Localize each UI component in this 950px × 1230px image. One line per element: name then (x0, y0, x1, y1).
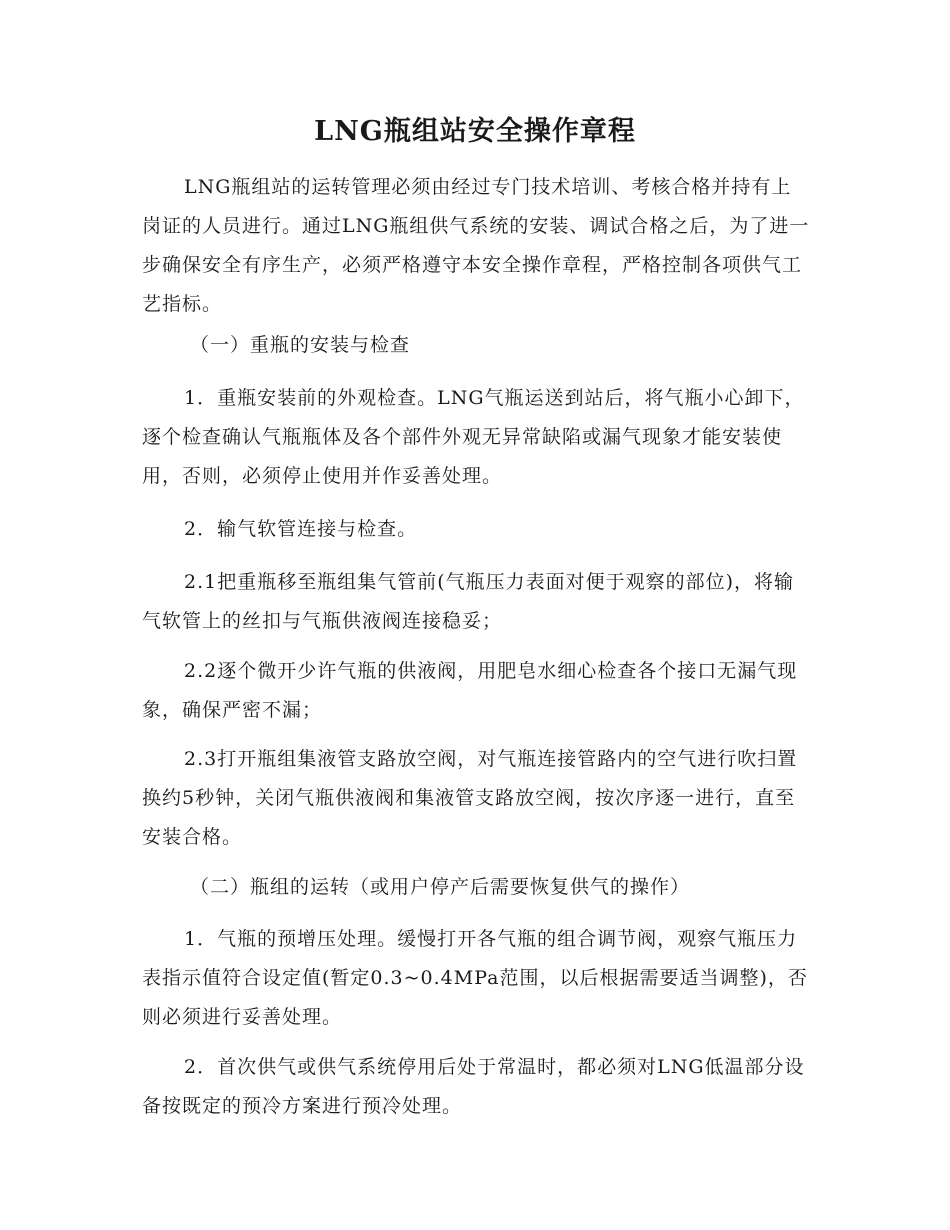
intro-paragraph: LNG瓶组站的运转管理必须由经过专门技术培训、考核合格并持有上岗证的人员进行。通过LNG瓶组供气系统的安装、调试合格之后，为了进一步确保安全有序生产，必须严格遵守本安全操作章程，严格控制各项供气工艺指标。 (142, 176, 810, 315)
section-heading-2: （二）瓶组的运转（或用户停产后需要恢复供气的操作） (190, 876, 691, 898)
paragraph-s2-item-2: 2．首次供气或供气系统停用后处于常温时，都必须对LNG低温部分设备按既定的预冷方案进行预冷处理。 (142, 1056, 805, 1117)
paragraph-item-2-1: 2.1把重瓶移至瓶组集气管前(气瓶压力表面对便于观察的部位)，将输气软管上的丝扣与气瓶供液阀连接稳妥； (142, 571, 795, 632)
document-title: LNG瓶组站安全操作章程 (314, 116, 636, 147)
paragraph-item-1: 1．重瓶安装前的外观检查。LNG气瓶运送到站后，将气瓶小心卸下，逐个检查确认气瓶瓶体及各个部件外观无异常缺陷或漏气现象才能安装使用，否则，必须停止使用并作妥善处理。 (142, 387, 805, 487)
paragraph-item-2-3: 2.3打开瓶组集液管支路放空阀，对气瓶连接管路内的空气进行吹扫置换约5秒钟，关闭气瓶供液阀和集液管支路放空阀，按次序逐一进行，直至安装合格。 (142, 748, 798, 848)
paragraph-item-2-2: 2.2逐个微开少许气瓶的供液阀，用肥皂水细心检查各个接口无漏气现象，确保严密不漏； (142, 660, 798, 721)
paragraph-item-2: 2．输气软管连接与检查。 (184, 518, 418, 540)
section-heading-1: （一）重瓶的安装与检查 (190, 334, 411, 356)
paragraph-s2-item-1: 1．气瓶的预增压处理。缓慢打开各气瓶的组合调节阀，观察气瓶压力表指示值符合设定值(暂定0.3~0.4MPa范围，以后根据需要适当调整)，否则必须进行妥善处理。 (142, 928, 808, 1028)
